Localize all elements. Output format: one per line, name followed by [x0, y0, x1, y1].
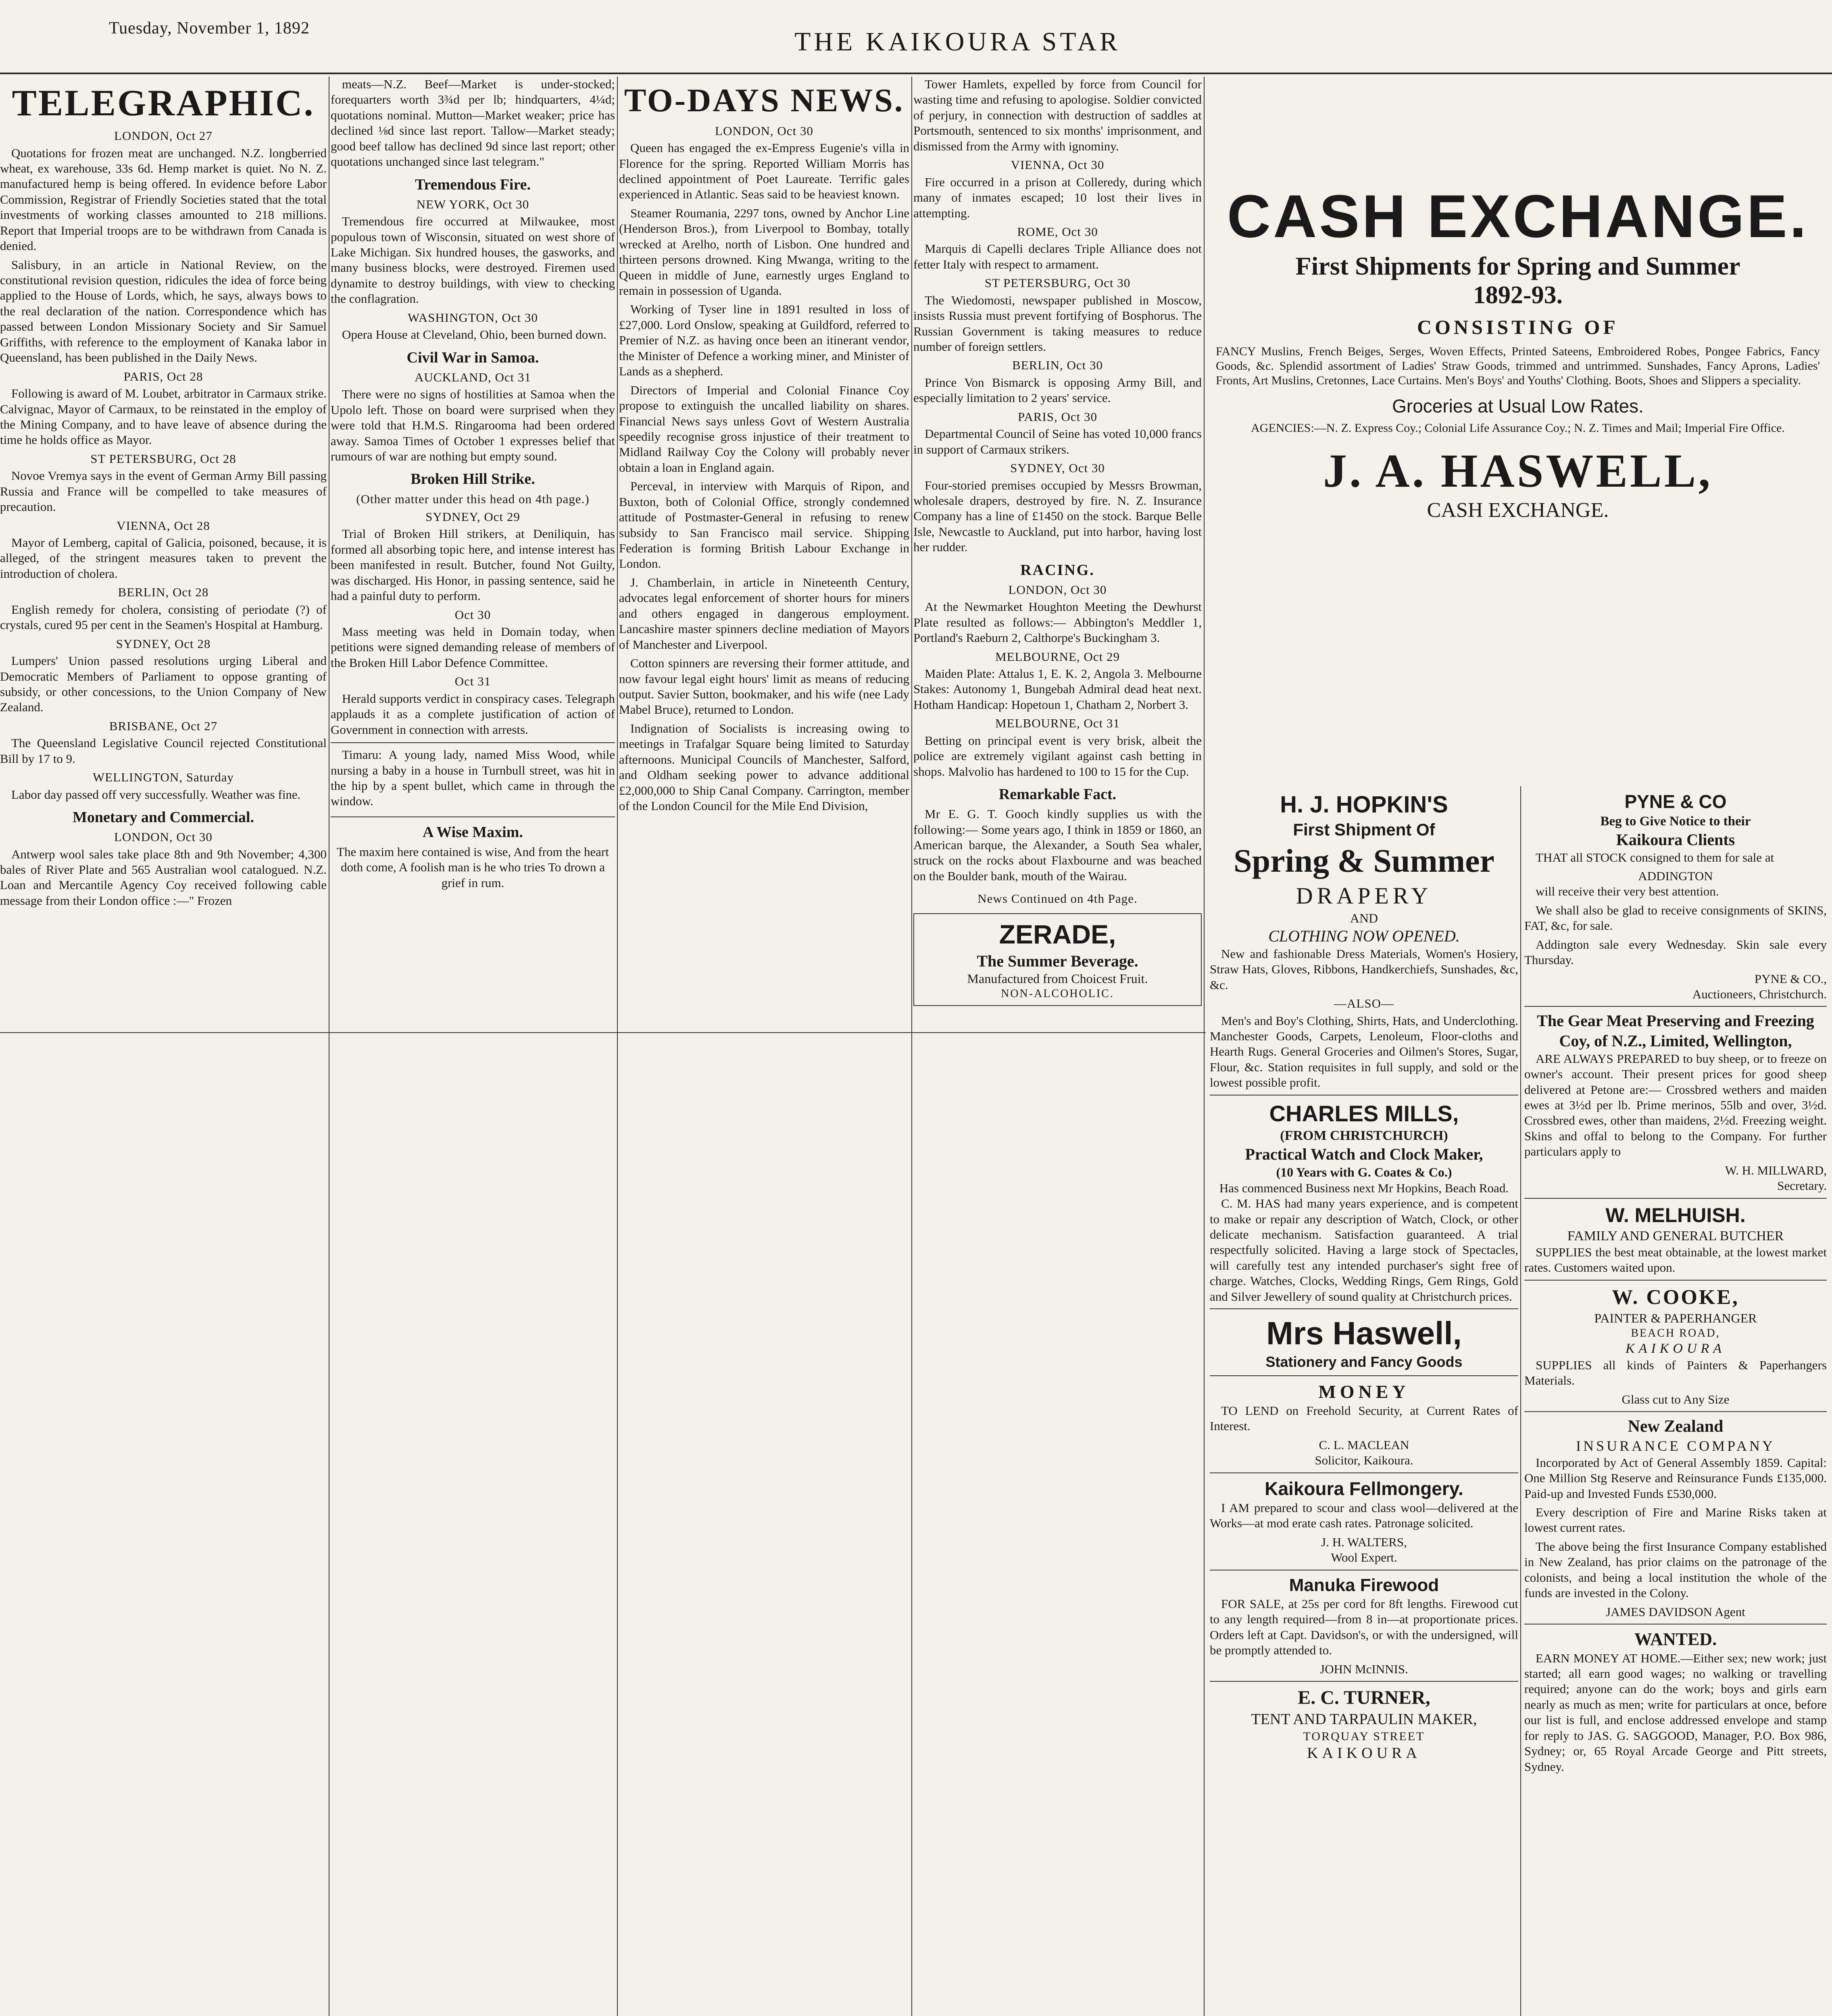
dateline: BERLIN, Oct 28	[118, 585, 209, 600]
article-text: Four-storied premises occupied by Messrs Browman, wholesale drapers, destroyed by fire. N. Z. Insurance Company has a line of £1450 on the stock. Barque Belle Isle, Newcastle to Auckland, put into harbor, having lost her rudder.	[913, 478, 1202, 554]
ad-also: —ALSO—	[1334, 996, 1394, 1011]
masthead	[109, 0, 1832, 56]
ad-line: Practical Watch and Clock Maker,	[1245, 1145, 1483, 1164]
article-text: Tower Hamlets, expelled by force from Council for wasting time and refusing to apologise. Soldier convicted of perjury, in connection with destruction of saddles at Portsmouth, sentenced to six months' imprisonment, and dismissed from the Army with ignominy.	[913, 77, 1202, 153]
article-text: meats—N.Z. Beef—Market is under-stocked; forequarters worth 3¾d per lb; hindquarters, 4¼d; quotations nominal. Mutton—Market weaker; price has declined ⅛d since last report. Tallow—Market steady; good beef tallow has declined 9d since last report; other quotations unchanged since last telegram."	[331, 77, 615, 169]
ad-text: FOR SALE, at 25s per cord for 8ft lengths. Firewood cut to any length required—from 8 in—at proportionate prices. Orders left at Capt. Davidson's, or with the undersigned, will be promptly attended to.	[1210, 1597, 1518, 1658]
ad-signature: PYNE & CO.,	[1754, 971, 1827, 986]
dateline: NEW YORK, Oct 30	[416, 197, 529, 211]
ad-title: W. COOKE,	[1612, 1285, 1739, 1309]
column-rule	[1520, 786, 1521, 2016]
section-heading: RACING.	[1020, 561, 1095, 579]
ad-line: TENT AND TARPAULIN MAKER,	[1251, 1710, 1477, 1728]
ad-proprietor-sub: CASH EXCHANGE.	[1427, 499, 1609, 522]
ad-text: The above being the first Insurance Company established in New Zealand, has prior claims on the patronage of the colonists, and being a local institution the whole of the funds are invested in the Colony.	[1524, 1539, 1827, 1600]
article-text: Lumpers' Union passed resolutions urging Liberal and Democratic Members of Parliament to oppose granting of subsidy, or other concessions, to the Union Company of New Zealand.	[0, 654, 327, 714]
article-text: Fire occurred in a prison at Colleredy, during which many of inmates escaped; 10 lost their lives in attempting.	[913, 175, 1202, 220]
ad-line: FAMILY AND GENERAL BUTCHER	[1567, 1228, 1784, 1243]
dateline: SYDNEY, Oct 30	[1010, 461, 1105, 475]
issue-date: Tuesday, November 1, 1892	[109, 19, 310, 37]
ad-text: SUPPLIES the best meat obtainable, at the lowest market rates. Customers waited upon.	[1524, 1245, 1827, 1275]
ad-signature: C. L. MACLEAN	[1319, 1437, 1409, 1452]
article-text: Opera House at Cleveland, Ohio, been burned down.	[342, 327, 606, 342]
ad-signature: Wool Expert.	[1331, 1550, 1397, 1565]
article-text: Working of Tyser line in 1891 resulted in loss of £27,000. Lord Onslow, speaking at Guildford, referred to Premier of N.Z. as having once been an itinerant vendor, the Minister of Defence a working miner, and Minister of Lands as a shepherd.	[619, 302, 909, 379]
article-text: J. Chamberlain, in article in Nineteenth Century, advocates legal enforcement of shorter hours for miners and others engaged in dangerous employment. Lancashire master spinners decline mediation of Mayors of Manchester and Liverpool.	[619, 575, 909, 652]
ad-line: Kaikoura Clients	[1616, 830, 1735, 849]
dateline: LONDON, Oct 27	[114, 129, 213, 143]
dateline: ROME, Oct 30	[1017, 224, 1098, 239]
continued-note: News Continued on 4th Page.	[977, 891, 1138, 906]
column-telegraphic	[0, 77, 327, 2016]
article-text: Maiden Plate: Attalus 1, E. K. 2, Angola 3. Melbourne Stakes: Autonomy 1, Bungebah Admiral dead heat next. Hotham Handicap: Hopetoun 1, Chatham 2, Norbert 3.	[913, 666, 1202, 712]
section-heading: Monetary and Commercial.	[73, 809, 254, 826]
column-rule	[1204, 77, 1205, 2016]
dateline: ST PETERSBURG, Oct 28	[90, 451, 236, 466]
article-text: Quotations for frozen meat are unchanged. N.Z. longberried wheat, ex warehouse, 33s 6d. Hemp market is quiet. No N. Z. manufactured hemp is being offered. In evidence before Labor Commission, Registrar of Friendly Societies stated that the total investments of working classes amounted to 218 millions. Report that Imperial troops are to be withdrawn from Canada is denied.	[0, 146, 327, 253]
ad-line: Manufactured from Choicest Fruit.	[967, 971, 1148, 986]
ad-line: KAIKOURA	[1625, 1341, 1726, 1356]
article-text: Antwerp wool sales take place 8th and 9th November; 4,300 bales of River Plate and 565 Australian wool catalogued. N.Z. Loan and Mercantile Agency Coy received following cable message from their London office :—" Frozen	[0, 847, 327, 908]
boxed-item	[331, 742, 615, 817]
article-text: Directors of Imperial and Colonial Finance Coy propose to extinguish the uncalled liability on shares. Financial News says unless Govt of Western Australia speedily recognise gross injustice of their treatment to Midland Railway Coy the Colony will probably never obtain a loan in England again.	[619, 383, 909, 475]
article-text: Steamer Roumania, 2297 tons, owned by Anchor Line (Henderson Bros.), from Liverpool to Bombay, totally wrecked at Arelho, north of Lisbon. One hundred and thirteen persons drowned. King Mwanga, writing to the Queen in middle of June, earnestly urges England to remain in possession of Uganda.	[619, 206, 909, 298]
ad-text: Every description of Fire and Marine Risks taken at lowest current rates.	[1524, 1505, 1827, 1535]
column-rule	[617, 77, 618, 2016]
ad-line: DRAPERY	[1296, 882, 1432, 909]
ad-line: PAINTER & PAPERHANGER	[1594, 1311, 1757, 1326]
article-text: Prince Von Bismarck is opposing Army Bill, and especially limitation to 2 years' service.	[913, 375, 1202, 405]
ad-line: TORQUAY STREET	[1303, 1729, 1425, 1743]
ad-line: Stationery and Fancy Goods	[1265, 1354, 1463, 1370]
ad-line: AND	[1350, 910, 1378, 925]
ad-signature: Solicitor, Kaikoura.	[1315, 1453, 1413, 1468]
ad-line: Glass cut to Any Size	[1621, 1392, 1730, 1406]
right-column-b	[1524, 790, 1827, 2016]
column-todays-news	[619, 77, 909, 2016]
ad-title: E. C. TURNER,	[1298, 1687, 1430, 1709]
ad-signature: JOHN McINNIS.	[1320, 1662, 1408, 1676]
ad-title: New Zealand	[1628, 1417, 1724, 1436]
article-text: Queen has engaged the ex-Empress Eugenie's villa in Florence for the spring. Reported William Morris has declined appointment of Poet Laureate. Terrific gales experienced in Atlantic. Seas said to be heaviest known.	[619, 141, 909, 202]
column-rule	[911, 77, 912, 2016]
ad-title: PYNE & CO	[1624, 791, 1727, 812]
ad-title: Kaikoura Fellmongery.	[1265, 1478, 1463, 1499]
ad-line: Has commenced Business next Mr Hopkins, Beach Road.	[1219, 1181, 1509, 1195]
top-rule	[0, 73, 1832, 74]
article-text: Labor day passed off very successfully. Weather was fine.	[11, 787, 301, 802]
article-text: Mayor of Lemberg, capital of Galicia, poisoned, because, it is alleged, of the stringent measures taken to prevent the introduction of cholera.	[0, 535, 327, 581]
ad-groceries: Groceries at Usual Low Rates.	[1392, 396, 1644, 417]
ad-signature: JAMES DAVIDSON Agent	[1606, 1604, 1745, 1619]
dateline: SYDNEY, Oct 29	[425, 509, 520, 524]
dateline: MELBOURNE, Oct 29	[995, 649, 1120, 664]
dateline: LONDON, Oct 30	[715, 123, 813, 138]
article-text: Herald supports verdict in conspiracy cases. Telegraph applauds it as a complete justification of action of Government in connection with arrests.	[331, 691, 615, 737]
dateline: ST PETERSBURG, Oct 30	[984, 276, 1131, 290]
ad-text: TO LEND on Freehold Security, at Current Rates of Interest.	[1210, 1403, 1518, 1433]
ad-agencies: AGENCIES:—N. Z. Express Coy.; Colonial Life Assurance Coy.; N. Z. Times and Mail; Imperial Fire Office.	[1251, 421, 1785, 435]
dateline: LONDON, Oct 30	[114, 830, 213, 844]
dateline: VIENNA, Oct 28	[117, 518, 210, 533]
article-text: There were no signs of hostilities at Samoa when the Upolo left. Those on board were surprised when they were told that H.M.S. Ringarooma had been ordered away. Samoa Times of October 1 expresses belief that rumours of war are nothing but empty sound.	[331, 387, 615, 463]
newspaper-title: THE KAIKOURA STAR	[794, 27, 1121, 56]
ad-title: Mrs Haswell,	[1266, 1315, 1462, 1352]
ad-subtitle: The Summer Beverage.	[977, 952, 1138, 970]
column-news-2	[331, 77, 615, 2016]
ad-line: CLOTHING NOW OPENED.	[1268, 927, 1460, 946]
article-text: Cotton spinners are reversing their former attitude, and now favour legal eight hours' limit as means of reducing output. Savier Sutton, bookmaker, and his wife (nee Lady Mabel Bruce), returned to London.	[619, 656, 909, 717]
article-text: Trial of Broken Hill strikers, at Deniliquin, has formed all absorbing topic here, and intense interest has been manifested in result. Butcher, found Not Guilty, was discharged. His Honor, in passing sentence, said he had a painful duty to perform.	[331, 527, 615, 603]
ad-title: ZERADE,	[999, 919, 1116, 949]
section-heading: A Wise Maxim.	[423, 823, 523, 841]
ad-signature: Secretary.	[1777, 1179, 1827, 1193]
ad-year: 1892-93.	[1473, 281, 1563, 309]
ad-text: ARE ALWAYS PREPARED to buy sheep, or to freeze on owner's account. Their present prices for good sheep delivered at Petone are:— Crossbred wethers and maiden ewes at 3½d per lb. Prime merinos, 55lb and over, 3½d. Crossbred ewes, other than maidens, 2½d. Freezing weight. Skins and offal to belong to the Company. For further particulars apply to	[1524, 1051, 1827, 1159]
ad-line: (10 Years with G. Coates & Co.)	[1276, 1164, 1452, 1179]
ad-line: (FROM CHRISTCHURCH)	[1280, 1128, 1448, 1143]
article-text: Mass meeting was held in Domain today, when petitions were signed demanding release of members of the Broken Hill Labor Defence Committee.	[331, 625, 615, 670]
poem: The maxim here contained is wise, And from the heart doth come, A foolish man is he who tries To drown a grief in rum.	[337, 844, 609, 890]
section-heading: Civil War in Samoa.	[406, 349, 539, 366]
article-text: Following is award of M. Loubet, arbitrator in Carmaux strike. Calvignac, Mayor of Carmaux, to be reinstated in the employ of the Mining Company, and to have leave of absence during the time he holds office as Mayor.	[0, 386, 327, 447]
dateline: VIENNA, Oct 30	[1011, 158, 1105, 172]
dateline: WELLINGTON, Saturday	[92, 770, 234, 785]
dateline: Oct 30	[454, 607, 491, 622]
ad-title: CHARLES MILLS,	[1269, 1100, 1459, 1126]
ad-text: Men's and Boy's Clothing, Shirts, Hats, and Underclothing. Manchester Goods, Carpets, Lenoleum, Floor-cloths and Hearth Rugs. General Groceries and Oilmen's Stores, Sugar, Flour, &c. Station requisites in full supply, and sold or the lowest possible profit.	[1210, 1013, 1518, 1090]
article-text: The Queensland Legislative Council rejected Constitutional Bill by 17 to 9.	[0, 736, 327, 766]
ad-line: BEACH ROAD,	[1631, 1327, 1720, 1339]
ad-text: SUPPLIES all kinds of Painters & Paperhangers Materials.	[1524, 1358, 1827, 1388]
note: (Other matter under this head on 4th page.)	[356, 492, 590, 506]
article-text: Timaru: A young lady, named Miss Wood, while nursing a baby in a house in Turnbull street, was hit in the hip by a spent bullet, which came in through the window.	[331, 748, 615, 808]
section-heading: Tremendous Fire.	[415, 176, 531, 193]
ad-text: C. M. HAS had many years experience, and is competent to make or repair any description of Watch, Clock, or other delicate mechanism. Satisfaction guaranteed. A trial respectfully solicited. Having a large stock of Spectacles, will carefully test any intended purchaser's sight free of charge. Watches, Clocks, Wedding Rings, Gem Rings, Gold and Silver Jewellery of sound quality at Christchurch prices.	[1210, 1196, 1518, 1304]
advert-cash-exchange	[1208, 129, 1828, 738]
dateline: PARIS, Oct 30	[1017, 409, 1098, 424]
ad-text: We shall also be glad to receive consignments of SKINS, FAT, &c, for sale.	[1524, 903, 1827, 933]
ad-text: will receive their very best attention.	[1536, 884, 1719, 899]
article-text: Departmental Council of Seine has voted 10,000 francs in support of Carmaux strikers.	[913, 427, 1202, 456]
dateline: WASHINGTON, Oct 30	[407, 310, 538, 325]
ad-signature: Auctioneers, Christchurch.	[1692, 987, 1827, 1002]
section-heading: Remarkable Fact.	[998, 786, 1117, 803]
article-text: Tremendous fire occurred at Milwaukee, most populous town of Wisconsin, situated on west shore of Lake Michigan. Six hundred houses, the gasworks, and many business blocks, were destroyed. Firemen used dynamite to destroy buildings, with view to checking the conflagration.	[331, 214, 615, 306]
article-text: Perceval, in interview with Marquis of Ripon, and Buxton, both of Colonial Office, strongly condemned attitude of Postmaster-General in refusing to renew subsidy to San Francisco mail service. Shipping Federation is forming British Labour Exchange in London.	[619, 479, 909, 571]
ad-text: New and fashionable Dress Materials, Women's Hosiery, Straw Hats, Gloves, Ribbons, Handkerchiefs, Sunshades, &c, &c.	[1210, 946, 1518, 992]
section-title: TO-DAYS NEWS.	[624, 82, 905, 119]
ad-consisting: CONSISTING OF	[1417, 316, 1619, 338]
ad-signature: J. H. WALTERS,	[1321, 1535, 1407, 1549]
section-title: TELEGRAPHIC.	[12, 82, 315, 123]
ad-line: KAIKOURA	[1307, 1745, 1421, 1762]
right-column-a	[1210, 790, 1518, 2016]
ad-line: ADDINGTON	[1638, 868, 1713, 883]
column-news-4	[913, 77, 1202, 2016]
section-heading: Broken Hill Strike.	[411, 471, 535, 488]
dateline: SYDNEY, Oct 28	[116, 636, 211, 651]
ad-line: Beg to Give Notice to their	[1600, 814, 1751, 829]
advert-zerade	[913, 913, 1202, 1006]
dateline: MELBOURNE, Oct 31	[995, 716, 1120, 731]
dateline: BRISBANE, Oct 27	[109, 719, 218, 733]
ad-text: I AM prepared to scour and class wool—delivered at the Works—at mod erate cash rates. Patronage solicited.	[1210, 1500, 1518, 1531]
ad-text: EARN MONEY AT HOME.—Either sex; new work; just started; all earn good wages; no walking or travelling required; anyone can do the work; boys and girls earn nearly as much as men; write for particulars at once, before our list is full, and enclose addressed envelope and stamp for reply to JAS. G. SAGGOOD, Manager, P.O. Box 986, Sydney; or, 65 Royal Arcade George and Pitt streets, Sydney.	[1524, 1651, 1827, 1774]
dateline: Oct 31	[454, 674, 491, 689]
ad-signature: W. H. MILLWARD,	[1725, 1163, 1827, 1177]
ad-line: First Shipment Of	[1293, 820, 1435, 839]
article-text: Novoe Vremya says in the event of German Army Bill passing Russia and France will be compelled to take measures of precaution.	[0, 469, 327, 514]
article-text: Indignation of Socialists is increasing owing to meetings in Trafalgar Square being limited to Saturday afternoons. Municipal Councils of Manchester, Salford, and Oldham seeking power to advance additional £2,000,000 to Ship Canal Company. Carrington, member of the London Council for the Mile End Division,	[619, 721, 909, 813]
ad-foot: NON-ALCOHOLIC.	[1001, 987, 1114, 1000]
article-text: English remedy for cholera, consisting of periodate (?) of crystals, cured 95 per cent in the Seamen's Hospital at Hamburg.	[0, 602, 327, 632]
ad-text: THAT all STOCK consigned to them for sale at	[1536, 850, 1774, 864]
ad-title: H. J. HOPKIN'S	[1280, 791, 1448, 818]
article-text: Betting on principal event is very brisk, albeit the police are extremely vigilant against cash betting in shops. Malvolio has hardened to 100 to 15 for the Cup.	[913, 733, 1202, 779]
article-text: At the Newmarket Houghton Meeting the Dewhurst Plate resulted as follows:— Abbington's Meddler 1, Portland's Raeburn 2, Calthorpe's Buckingham 3.	[913, 600, 1202, 645]
ad-headline: Spring & Summer	[1234, 842, 1494, 879]
ad-list: FANCY Muslins, French Beiges, Serges, Woven Effects, Printed Sateens, Embroidered Robes, Pongee Fabrics, Fancy Goods, &c. Splendid assortment of Ladies' Straw Goods, trimmed and untrimmed. Sunshades, Fancy Aprons, Ladies' Fronts, Art Muslins, Cretonnes, Lace Curtains. Men's Boys' and Youths' Clothing. Boots, Shoes and Slippers a speciality.	[1216, 345, 1820, 387]
ad-title: W. MELHUISH.	[1605, 1204, 1746, 1227]
article-text: The Wiedomosti, newspaper published in Moscow, insists Russia must prevent fortifying of Bosphorus. The Russian Government is taking measures to reduce number of foreign settlers.	[913, 293, 1202, 354]
ad-text: Incorporated by Act of General Assembly 1859. Capital: One Million Stg Reserve and Reinsurance Funds £135,000. Paid-up and Invested Funds £530,000.	[1524, 1455, 1827, 1501]
ad-title: CASH EXCHANGE.	[1227, 182, 1809, 250]
ad-title: The Gear Meat Preserving and Freezing Coy, of N.Z., Limited, Wellington,	[1537, 1012, 1814, 1050]
article-text: Salisbury, in an article in National Review, on the constitutional revision question, ridicules the idea of force being applied to the House of Lords, which, he says, always bows to the real declaration of the nation. Correspondence which has passed between London Missionary Society and Sir Samuel Griffiths, with reference to the employment of Kanaka labor in Queensland, has been published in the Daily News.	[0, 257, 327, 365]
ad-title: Manuka Firewood	[1289, 1575, 1439, 1595]
dateline: AUCKLAND, Oct 31	[415, 370, 531, 384]
dateline: BERLIN, Oct 30	[1012, 358, 1103, 373]
article-text: Mr E. G. T. Gooch kindly supplies us with the following:— Some years ago, I think in 1859 or 1860, an American barque, the Alexander, a South Sea whaler, struck on the rocks about Flaxbourne and was beached on the Boulder bank, mouth of the Wairau.	[913, 807, 1202, 883]
article-text: Marquis di Capelli declares Triple Alliance does not fetter Italy with respect to armament.	[913, 242, 1202, 271]
ad-title: WANTED.	[1634, 1629, 1717, 1649]
ad-proprietor: J. A. HASWELL,	[1323, 444, 1713, 497]
ad-line: INSURANCE COMPANY	[1576, 1438, 1775, 1454]
ad-title: MONEY	[1318, 1381, 1410, 1402]
ad-text: Addington sale every Wednesday. Skin sale every Thursday.	[1524, 937, 1827, 967]
ad-subtitle: First Shipments for Spring and Summer	[1295, 252, 1740, 280]
dateline: PARIS, Oct 28	[123, 369, 203, 383]
dateline: LONDON, Oct 30	[1008, 582, 1107, 597]
